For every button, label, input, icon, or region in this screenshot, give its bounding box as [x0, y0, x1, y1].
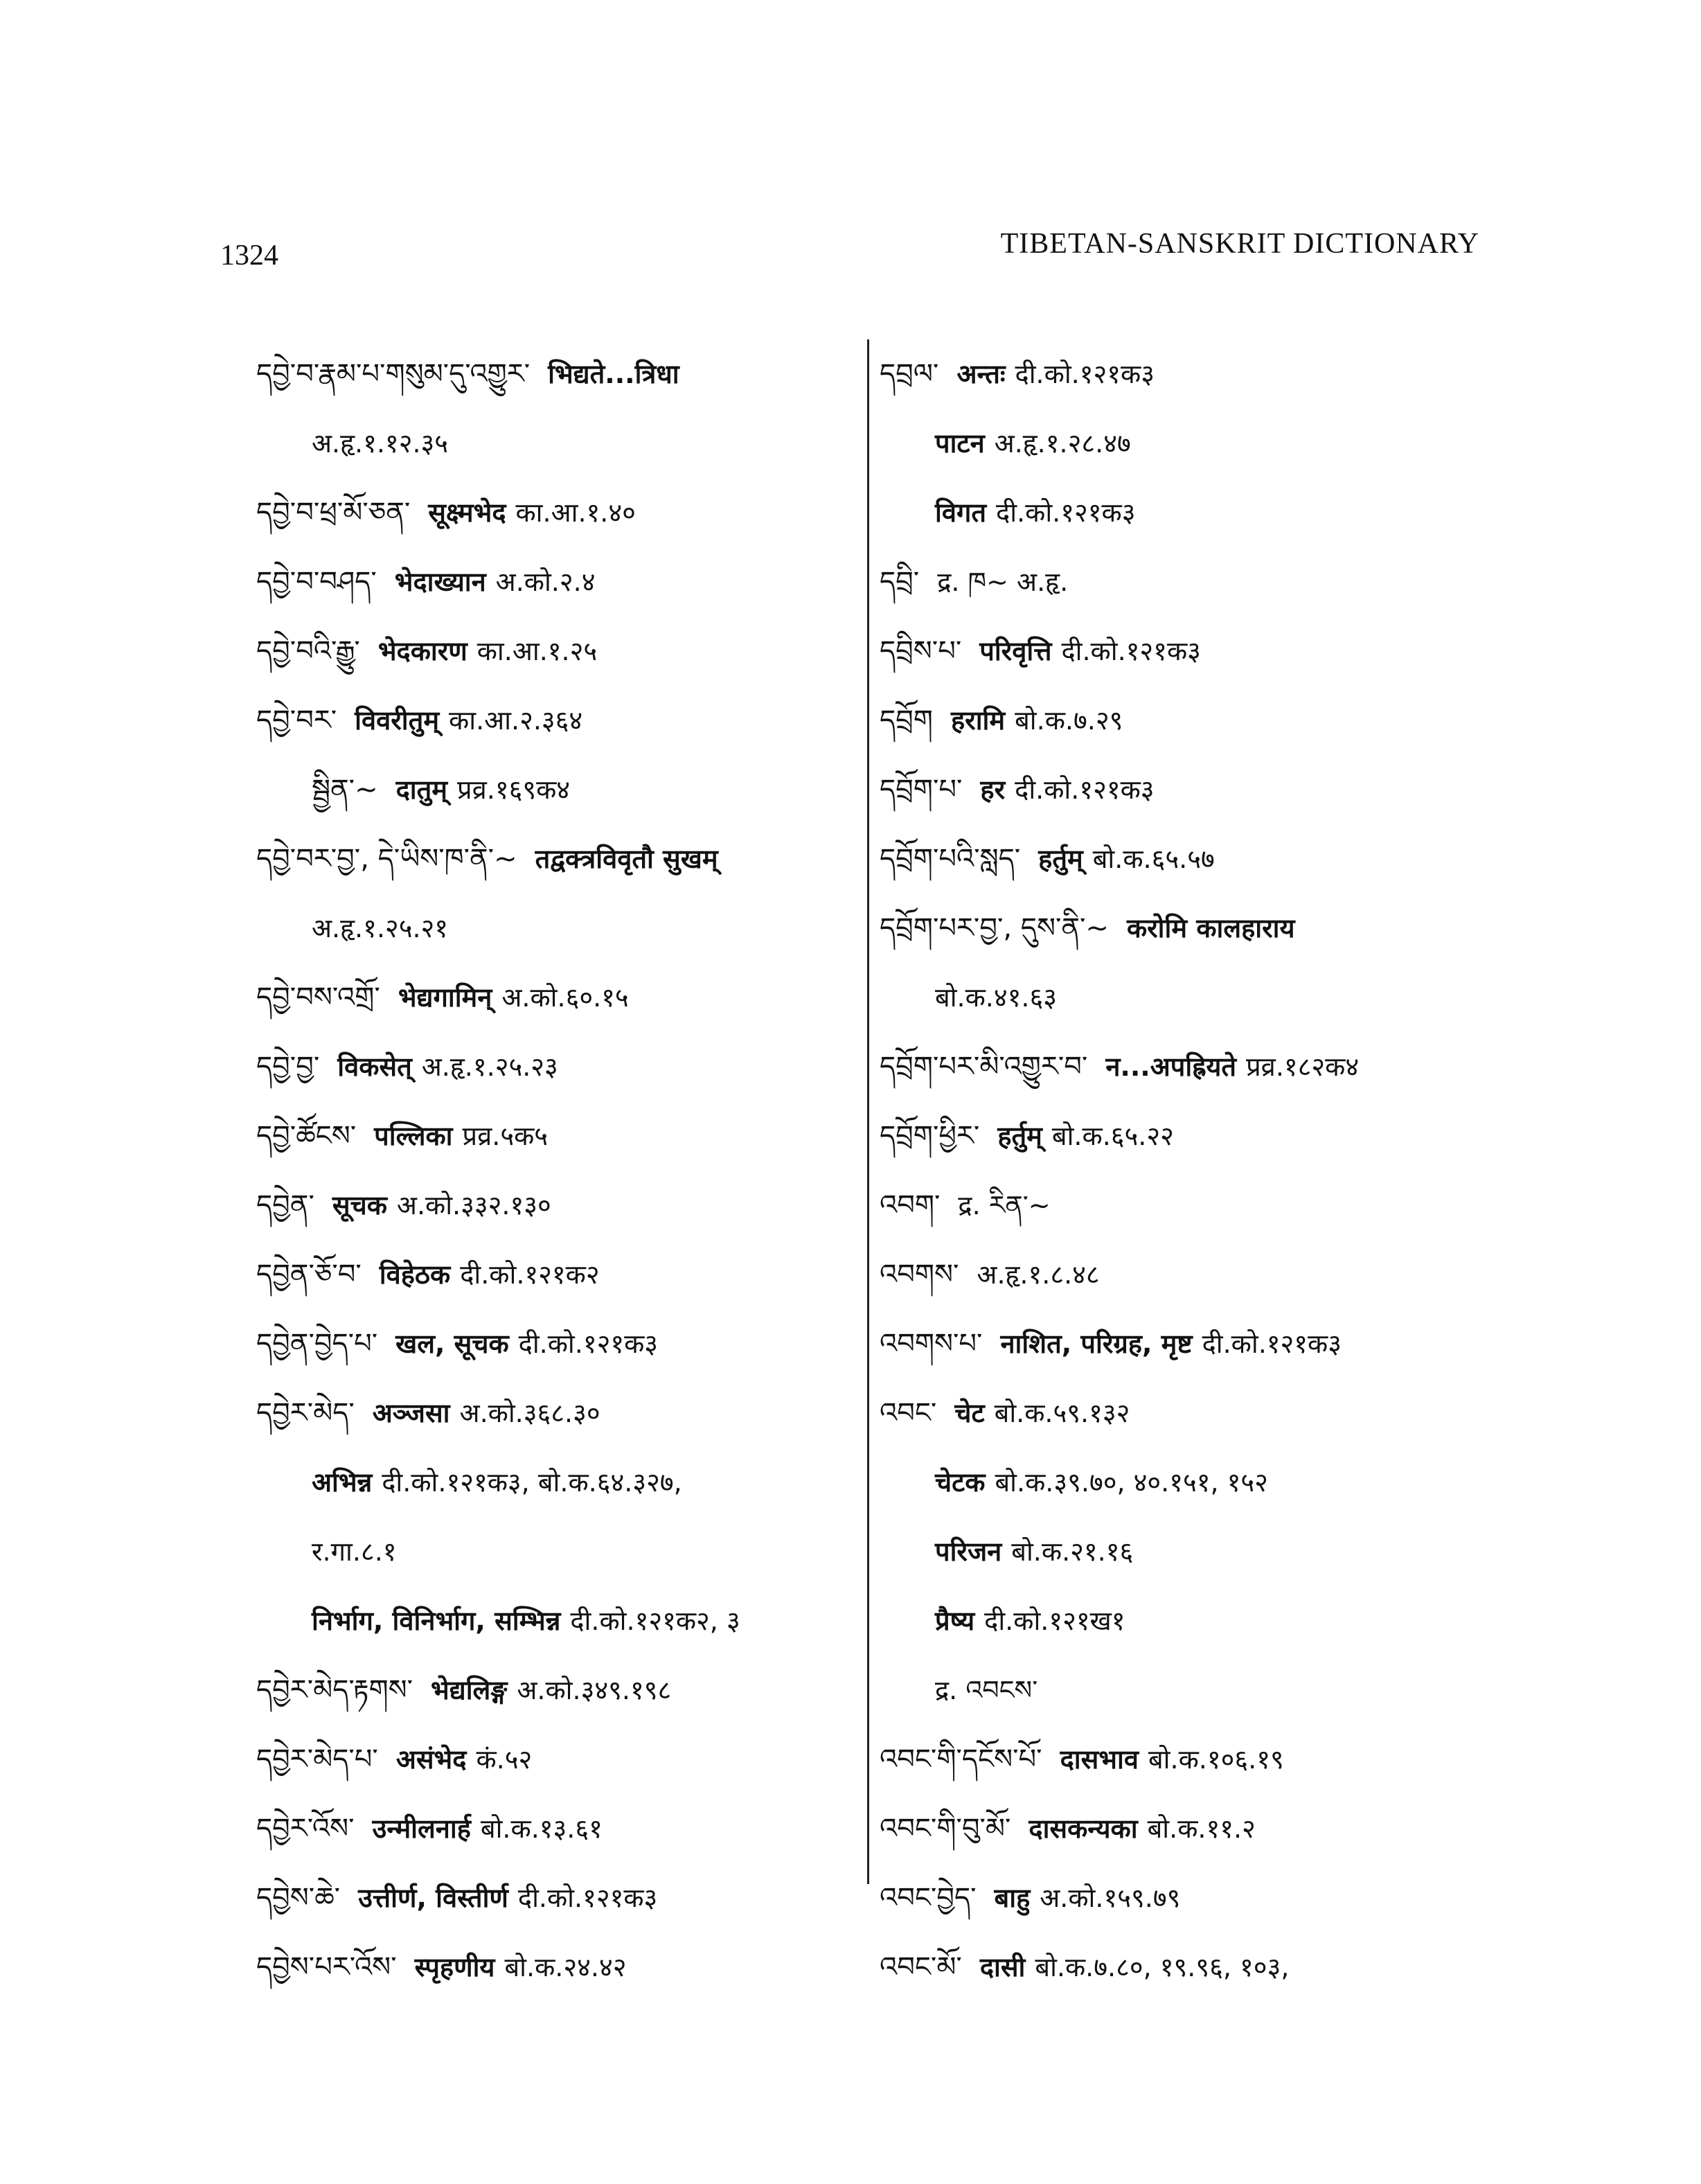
tibetan-headword: དབྱེར་མེད་པ་ [256, 1743, 378, 1775]
dictionary-entry [880, 824, 1489, 894]
sanskrit-equivalent: हर्तुम् [997, 1121, 1042, 1151]
source-reference: बो.क.२४.४२ [504, 1952, 627, 1982]
sanskrit-equivalent: बाहु [994, 1883, 1031, 1913]
source-reference: बो.क.७.८०, १९.९६, १०३, [1035, 1952, 1290, 1982]
source-reference: दी.को.१२१क२ [460, 1259, 600, 1290]
dictionary-entry [256, 1725, 852, 1794]
source-reference: र.गा.८.१ [312, 1536, 397, 1567]
tibetan-headword: དབྱེ་བའི་རྒྱུ་ [256, 635, 360, 667]
tibetan-headword: དབྲོག [880, 704, 933, 736]
dictionary-subentry [256, 1517, 852, 1586]
sanskrit-equivalent: विगत [935, 497, 987, 528]
dictionary-entry [880, 1101, 1489, 1171]
sanskrit-equivalent: स्पृहणीय [414, 1952, 495, 1982]
source-reference: अ.हृ.१.२५.२१ [312, 913, 449, 943]
source-reference: बो.क.२१.१६ [1011, 1536, 1134, 1567]
left-column [256, 339, 852, 2002]
sanskrit-equivalent: विकसेत् [337, 1051, 412, 1082]
sanskrit-equivalent: अभिन्न [312, 1467, 373, 1498]
sanskrit-equivalent: दासी [979, 1952, 1026, 1982]
dictionary-entry [880, 1725, 1489, 1794]
source-reference: दी.को.१२१ख१ [984, 1606, 1125, 1636]
tibetan-headword: དབྲོག་པར་བྱ་, དུས་ནི་~ [880, 912, 1109, 944]
source-reference: बो.क.३९.७०, ४०.१५१, १५२ [995, 1467, 1268, 1498]
source-reference: द्र. རིན་~ [958, 1190, 1051, 1220]
dictionary-entry [256, 686, 852, 755]
source-reference: अ.हृ.१.१२.३५ [312, 428, 449, 459]
source-reference: बो.क.१३.६१ [480, 1813, 603, 1844]
tibetan-headword: དབྱེ་བྱ་ [256, 1051, 320, 1083]
column-divider [867, 339, 869, 1884]
source-reference: अ.को.१५९.७९ [1040, 1883, 1181, 1913]
tibetan-headword: འབག་ [880, 1189, 941, 1221]
dictionary-entry [880, 686, 1489, 755]
sanskrit-equivalent: चेट [954, 1398, 985, 1428]
dictionary-entry [880, 1309, 1489, 1378]
tibetan-headword: དབྱེ་བ་རྣམ་པ་གསུམ་དུ་འགྱུར་ [256, 358, 531, 390]
source-reference: का.आ.२.३६४ [449, 705, 583, 736]
source-reference: प्रव्र.५क५ [462, 1121, 549, 1151]
tibetan-headword: འབང་གི་བུ་མོ་ [880, 1813, 1011, 1845]
tibetan-headword: དབྱེས་པར་འོས་ [256, 1951, 397, 1983]
sanskrit-equivalent: परिजन [935, 1536, 1002, 1567]
tibetan-headword: དབྲོག་ཕྱིར་ [880, 1120, 980, 1152]
right-column [880, 339, 1489, 2002]
dictionary-entry [256, 1863, 852, 1933]
tibetan-headword: འབང་གི་དངོས་པོ་ [880, 1743, 1042, 1775]
tibetan-headword: དབྱེས་ཆེ་ [256, 1882, 341, 1914]
dictionary-entry [256, 1032, 852, 1101]
tibetan-headword: དབྱེ་ཚོངས་ [256, 1120, 357, 1152]
tibetan-headword: འབང་མོ་ [880, 1951, 962, 1983]
dictionary-entry [880, 1863, 1489, 1933]
dictionary-entry [256, 616, 852, 686]
dictionary-entry [256, 478, 852, 547]
dictionary-entry [256, 1378, 852, 1448]
sanskrit-equivalent: निर्भाग, विनिर्भाग, सम्भिन्न [312, 1606, 561, 1636]
source-reference: बो.क.७.२९ [1015, 705, 1123, 736]
sanskrit-equivalent: दातुम् [395, 774, 448, 805]
sanskrit-equivalent: नाशित, परिग्रह, मृष्ट [1000, 1329, 1193, 1359]
source-reference: प्रव्र.१६९क४ [457, 774, 571, 805]
tibetan-headword: དབྱེན་ཅོ་བ་ [256, 1259, 362, 1290]
dictionary-entry [880, 339, 1489, 409]
dictionary-subentry [880, 1517, 1489, 1586]
source-reference: दी.को.१२१क३ [1015, 359, 1155, 389]
dictionary-entry [880, 1378, 1489, 1448]
dictionary-entry [256, 824, 852, 894]
dictionary-entry [256, 547, 852, 616]
sanskrit-equivalent: विहेठक [379, 1259, 451, 1290]
tibetan-headword: དབྱེ་བས་འགྲོ་ [256, 982, 380, 1013]
source-reference: बो.क.६५.२२ [1051, 1121, 1174, 1151]
dictionary-entry [880, 547, 1489, 616]
dictionary-subentry [880, 409, 1489, 478]
sanskrit-equivalent: करोमि कालहाराय [1126, 913, 1295, 943]
source-reference: अ.हृ.१.८.४८ [977, 1259, 1100, 1290]
dictionary-subentry [256, 409, 852, 478]
dictionary-subentry [880, 478, 1489, 547]
sanskrit-equivalent: भिद्यते...त्रिधा [548, 359, 679, 389]
sanskrit-equivalent: अञ्जसा [372, 1398, 450, 1428]
source-reference: द्र. ཁ~ अ.हृ. [937, 567, 1069, 597]
sanskrit-equivalent: सूचक [332, 1190, 387, 1220]
sanskrit-equivalent: न...अपह्रियते [1105, 1051, 1237, 1082]
dictionary-subentry [256, 755, 852, 824]
source-reference: बो.क.६५.५७ [1092, 844, 1215, 874]
sanskrit-equivalent: पल्लिका [374, 1121, 453, 1151]
dictionary-entry [880, 1171, 1489, 1240]
tibetan-headword: དབྲོག་པར་མི་འགྱུར་བ་ [880, 1051, 1088, 1083]
tibetan-headword: དབྲོག་པའི་སླད་ [880, 843, 1021, 875]
sanskrit-equivalent: हरामि [950, 705, 1006, 736]
dictionary-entry [880, 1240, 1489, 1309]
tibetan-headword: དབྲོག་པ་ [880, 774, 963, 806]
tibetan-headword: དབྱེ་བ་བཤད་ [256, 566, 377, 598]
source-reference: बो.क.११.२ [1147, 1813, 1256, 1844]
dictionary-entry [880, 616, 1489, 686]
dictionary-entry [256, 1309, 852, 1378]
source-reference: अ.को.३४९.१९८ [517, 1675, 672, 1705]
sanskrit-equivalent: हर [980, 774, 1006, 805]
dictionary-entry [256, 1655, 852, 1725]
sanskrit-equivalent: भेद्यगामिन् [398, 982, 492, 1013]
source-reference: का.आ.१.२५ [477, 636, 598, 666]
dictionary-entry [256, 1171, 852, 1240]
dictionary-entry [256, 963, 852, 1032]
sanskrit-equivalent: उन्मीलनार्ह [372, 1813, 471, 1844]
tibetan-headword: སྦྱིན་~ [312, 774, 378, 806]
tibetan-headword: འབགས་པ་ [880, 1328, 983, 1360]
dictionary-entry [256, 1101, 852, 1171]
tibetan-headword: དབྲིས་པ་ [880, 635, 962, 667]
source-reference: का.आ.१.४० [515, 497, 636, 528]
source-reference: अ.हृ.१.२८.४७ [994, 428, 1131, 459]
sanskrit-equivalent: दासभाव [1060, 1744, 1139, 1775]
source-reference: अ.को.३३२.१३० [396, 1190, 551, 1220]
running-head: TIBETAN-SANSKRIT DICTIONARY [1000, 228, 1479, 260]
source-reference: अ.को.३६८.३० [459, 1398, 600, 1428]
tibetan-headword: འབང་ [880, 1397, 937, 1429]
dictionary-entry [256, 339, 852, 409]
dictionary-subentry [256, 1586, 852, 1655]
source-reference: दी.को.१२१क३ [1202, 1329, 1342, 1359]
sanskrit-equivalent: तद्वक्त्रविवृतौ सुखम् [535, 844, 718, 874]
sanskrit-equivalent: भेदकारण [377, 636, 467, 666]
sanskrit-equivalent: परिवृत्ति [979, 636, 1052, 666]
source-reference: दी.को.१२१क३ [1015, 774, 1155, 805]
source-reference: बो.क.१०६.१९ [1148, 1744, 1284, 1775]
dictionary-subentry [256, 1448, 852, 1517]
source-reference: बो.क.४१.६३ [935, 982, 1058, 1013]
tibetan-headword: འབགས་ [880, 1259, 959, 1290]
dictionary-subentry [880, 1586, 1489, 1655]
dictionary-entry [880, 1032, 1489, 1101]
tibetan-headword: དབྱེན་བྱེད་པ་ [256, 1328, 378, 1360]
tibetan-headword: དབྱེ་བར་ [256, 704, 337, 736]
sanskrit-equivalent: विवरीतुम् [355, 705, 440, 736]
tibetan-headword: དབྱེན་ [256, 1189, 314, 1221]
dictionary-subentry [880, 1655, 1489, 1725]
page-number: 1324 [220, 240, 278, 272]
source-reference: कं.५२ [476, 1744, 533, 1775]
tibetan-headword: དབྱེ་བར་བྱ་, དེ་ཡིས་ཁ་ནི་~ [256, 843, 517, 875]
sanskrit-equivalent: भेद्यलिङ्ग [431, 1675, 508, 1705]
sanskrit-equivalent: असंभेद [395, 1744, 467, 1775]
source-reference: दी.को.१२१क३, बो.क.६४.३२७, [382, 1467, 682, 1498]
sanskrit-equivalent: खल, सूचक [395, 1329, 509, 1359]
source-reference: प्रव्र.१८२क४ [1246, 1051, 1360, 1082]
source-reference: दी.को.१२१क३ [996, 497, 1136, 528]
source-reference: बो.क.५९.१३२ [994, 1398, 1130, 1428]
tibetan-headword: དབྱེར་འོས་ [256, 1813, 355, 1845]
sanskrit-equivalent: सूक्ष्मभेद [428, 497, 506, 528]
sanskrit-equivalent: पाटन [935, 428, 985, 459]
dictionary-entry [256, 1240, 852, 1309]
tibetan-headword: དབྱེར་མེད་ [256, 1397, 355, 1429]
dictionary-entry [880, 755, 1489, 824]
dictionary-entry [880, 1933, 1489, 2002]
sanskrit-equivalent: चेटक [935, 1467, 986, 1498]
dictionary-subentry [256, 894, 852, 963]
sanskrit-equivalent: अन्तः [956, 359, 1006, 389]
source-reference: अ.को.२.४ [495, 567, 596, 597]
sanskrit-equivalent: प्रैष्य [935, 1606, 975, 1636]
dictionary-entry [256, 1794, 852, 1863]
dictionary-subentry [880, 963, 1489, 1032]
source-reference: अ.को.६०.१५ [501, 982, 629, 1013]
dictionary-entry [880, 894, 1489, 963]
sanskrit-equivalent: उत्तीर्ण, विस्तीर्ण [358, 1883, 508, 1913]
source-reference: द्र. འབངས་ [935, 1675, 1038, 1705]
tibetan-headword: དབྱེ་བ་ཕྲ་མོ་ཅན་ [256, 497, 411, 529]
dictionary-entry [256, 1933, 852, 2002]
source-reference: अ.हृ.१.२५.२३ [421, 1051, 558, 1082]
tibetan-headword: དབྲི་ [880, 566, 920, 598]
dictionary-entry [880, 1794, 1489, 1863]
source-reference: दी.को.१२१क३ [1061, 636, 1201, 666]
source-reference: दी.को.१२१क३ [518, 1329, 659, 1359]
sanskrit-equivalent: दासकन्यका [1028, 1813, 1138, 1844]
tibetan-headword: དབྱེར་མེད་རྟགས་ [256, 1674, 413, 1706]
sanskrit-equivalent: हर्तुम् [1038, 844, 1083, 874]
source-reference: दी.को.१२१क३ [517, 1883, 658, 1913]
sanskrit-equivalent: भेदाख्यान [394, 567, 486, 597]
dictionary-subentry [880, 1448, 1489, 1517]
tibetan-headword: འབང་བྱེད་ [880, 1882, 977, 1914]
tibetan-headword: དབྲལ་ [880, 358, 939, 390]
source-reference: दी.को.१२१क२, ३ [570, 1606, 740, 1636]
